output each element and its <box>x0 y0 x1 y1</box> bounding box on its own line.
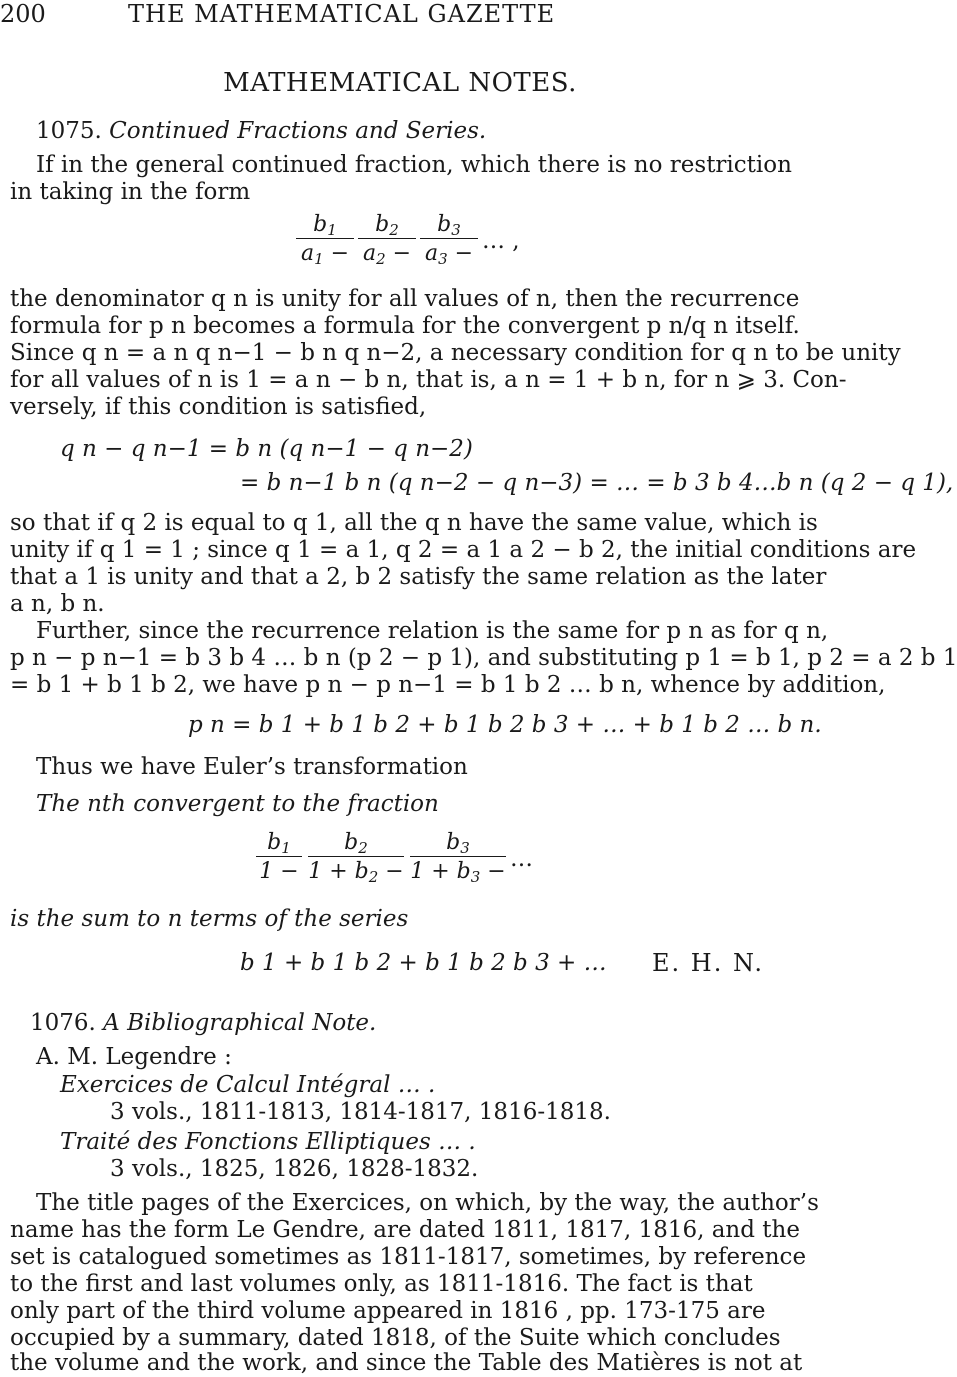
text-line: If in the general continued fraction, which there is no restriction <box>36 152 792 178</box>
text-line: Thus we have Euler’s transformation <box>36 754 468 780</box>
text-line: set is catalogued sometimes as 1811-1817, sometimes, by reference <box>10 1244 807 1270</box>
text-line: to the first and last volumes only, as 1811-1816. The fact is that <box>10 1271 753 1297</box>
text-line: occupied by a summary, dated 1818, of the Suite which concludes <box>10 1325 781 1351</box>
note-title: A Bibliographical Note. <box>103 1010 377 1036</box>
ellipsis: … <box>510 846 533 872</box>
text-line: the denominator q n is unity for all values of n, then the recurrence <box>10 286 800 312</box>
equation: b 1 + b 1 b 2 + b 1 b 2 b 3 + … <box>240 950 607 976</box>
work-volumes: 3 vols., 1825, 1826, 1828-1832. <box>110 1156 479 1182</box>
note-1076-heading <box>30 1010 376 1036</box>
fraction: $\frac{b_2}{1 + b_2 -}$ <box>308 830 404 886</box>
fraction: $\frac{b_3}{1 + b_3 -}$ <box>410 830 506 886</box>
theorem-text: is the sum to n terms of the series <box>10 906 409 932</box>
text-line: The title pages of the Exercices, on which, by the way, the author’s <box>36 1190 819 1216</box>
journal-title: THE MATHEMATICAL GAZETTE <box>128 0 556 28</box>
fraction: $\frac{b_2}{a_2 -}$ <box>358 212 416 266</box>
note-1075-heading <box>36 118 486 144</box>
equation: q n − q n−1 = b n (q n−1 − q n−2) <box>60 436 473 462</box>
text-line: so that if q 2 is equal to q 1, all the q n have the same value, which is <box>10 510 818 536</box>
note-title: Continued Fractions and Series. <box>109 118 487 144</box>
text-line: in taking in the form <box>10 179 251 205</box>
page-number: 200 <box>0 0 46 28</box>
equation: = b n−1 b n (q n−2 − q n−3) = … = b 3 b 4…b n (q 2 − q 1), <box>240 470 954 496</box>
section-title: MATHEMATICAL NOTES. <box>223 68 577 98</box>
fraction: $\frac{b_1}{1 -}$ <box>256 830 302 884</box>
work-title: Traité des Fonctions Elliptiques … . <box>60 1129 476 1155</box>
text-line: that a 1 is unity and that a 2, b 2 satisfy the same relation as the later <box>10 564 827 590</box>
text-line: unity if q 1 = 1 ; since q 1 = a 1, q 2 = a 1 a 2 − b 2, the initial conditions are <box>10 537 917 563</box>
text-line: formula for p n becomes a formula for the convergent p n/q n itself. <box>10 313 800 339</box>
text-line: the volume and the work, and since the Table des Matières is not at <box>10 1350 803 1376</box>
text-line: versely, if this condition is satisfied, <box>10 394 427 420</box>
text-line: Further, since the recurrence relation is the same for p n as for q n, <box>36 618 829 644</box>
text-line: for all values of n is 1 = a n − b n, that is, a n = 1 + b n, for n ⩾ 3. Con- <box>10 367 847 393</box>
work-volumes: 3 vols., 1811-1813, 1814-1817, 1816-1818. <box>110 1099 611 1125</box>
text-line: p n − p n−1 = b 3 b 4 … b n (p 2 − p 1), and substituting p 1 = b 1, p 2 = a 2 b 1 <box>10 645 957 671</box>
work-title: Exercices de Calcul Intégral … . <box>60 1072 436 1098</box>
author-initials: E. H. N. <box>652 949 765 977</box>
note-number: 1075. <box>36 118 102 144</box>
theorem-text: The nth convergent to the fraction <box>36 791 439 817</box>
text-line: a n, b n. <box>10 591 105 617</box>
ellipsis: … , <box>482 228 520 254</box>
text-line: = b 1 + b 1 b 2, we have p n − p n−1 = b 1 b 2 … b n, whence by addition, <box>10 672 886 698</box>
text-line: Since q n = a n q n−1 − b n q n−2, a necessary condition for q n to be unity <box>10 340 901 366</box>
fraction: $\frac{b_1}{a_1 -}$ <box>296 212 354 266</box>
text-line: name has the form Le Gendre, are dated 1811, 1817, 1816, and the <box>10 1217 800 1243</box>
fraction: $\frac{b_3}{a_3 -}$ <box>420 212 478 266</box>
equation: p n = b 1 + b 1 b 2 + b 1 b 2 b 3 + … + b 1 b 2 … b n. <box>188 712 822 738</box>
text-line: only part of the third volume appeared in 1816 , pp. 173-175 are <box>10 1298 766 1324</box>
author-line: A. M. Legendre : <box>36 1044 232 1070</box>
note-number: 1076. <box>30 1010 96 1036</box>
